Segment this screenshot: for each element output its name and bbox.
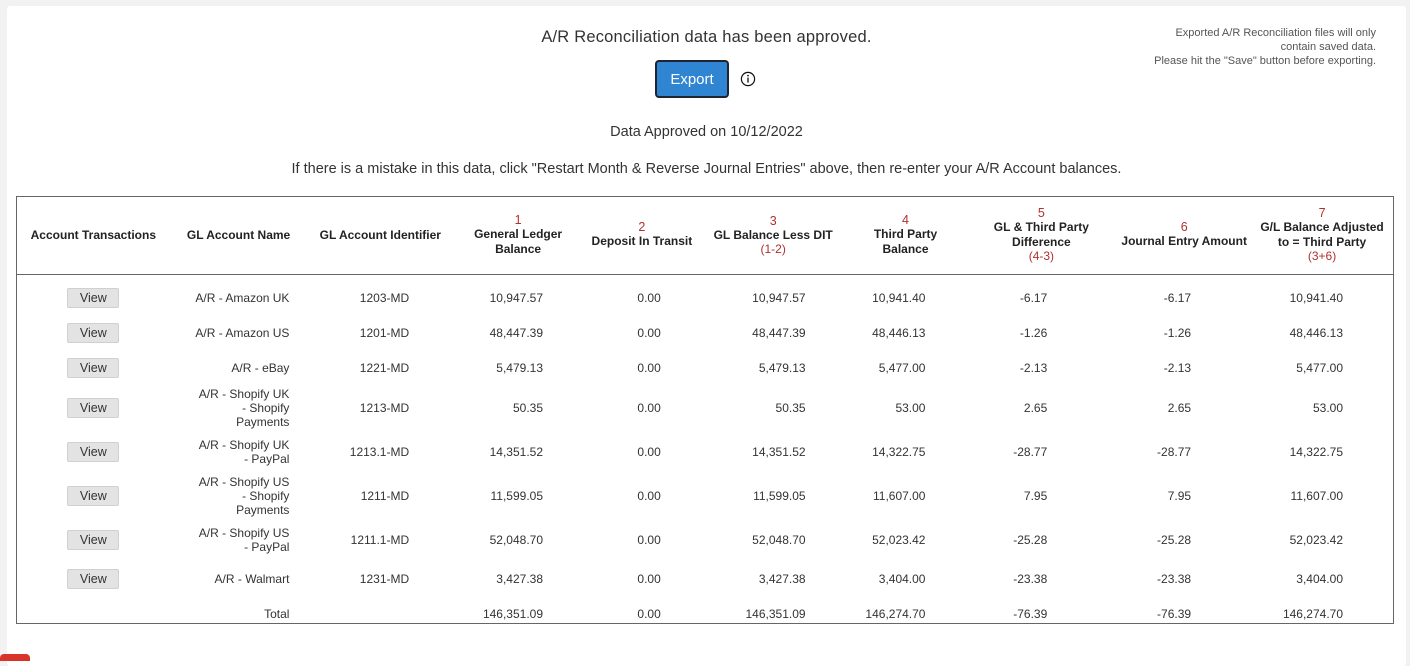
reconciliation-table [16, 196, 1394, 624]
column-header [846, 197, 966, 274]
account-transactions-cell [17, 351, 170, 386]
column-label: Deposit In Transit [591, 234, 693, 249]
total-dit: 0.00 [637, 607, 661, 621]
column-header [1251, 197, 1393, 274]
feedback-tab[interactable] [0, 654, 30, 661]
total-third: 146,274.70 [865, 607, 926, 621]
column-formula: (3+6) [1307, 249, 1337, 264]
deposit-in-transit: 0.00 [637, 532, 661, 547]
column-number: 1 [514, 212, 522, 227]
column-number: 7 [1318, 206, 1326, 221]
adjusted-balance: 5,477.00 [1296, 361, 1343, 375]
gl-account-name: A/R - Shopify UK - Shopify Payments [198, 386, 290, 429]
journal-entry-amount: -6.17 [1163, 291, 1192, 305]
journal-entry-amount: 7.95 [1167, 488, 1192, 503]
general-ledger-balance: 10,947.57 [489, 291, 544, 305]
gl-account-name: A/R - Walmart [214, 572, 290, 586]
difference: -1.26 [1019, 326, 1048, 340]
account-transactions-cell [17, 430, 170, 474]
column-formula: (1-2) [760, 241, 786, 256]
view-transactions-button[interactable]: View [67, 486, 119, 506]
account-transactions-cell [17, 274, 170, 316]
view-transactions-button[interactable]: View [67, 288, 119, 308]
third-party-balance: 10,941.40 [872, 291, 926, 305]
column-number: 4 [902, 212, 909, 227]
gl-account-name: A/R - Shopify UK - PayPal [198, 437, 290, 466]
table-row [17, 518, 1393, 562]
export-note-line-3: Please hit the "Save" button before exporting. [1154, 55, 1376, 67]
difference: -28.77 [1013, 444, 1048, 459]
table-body [17, 274, 1393, 632]
table-header [17, 197, 1393, 274]
journal-entry-amount: 2.65 [1167, 400, 1192, 415]
gl-account-name: A/R - Amazon US [195, 326, 290, 340]
gl-account-identifier: 1201-MD [359, 326, 410, 340]
total-gl-less-dit: 146,351.09 [745, 607, 806, 621]
table-row [17, 562, 1393, 597]
gl-balance-less-dit: 11,599.05 [753, 488, 806, 503]
approved-date: Data Approved on 10/12/2022 [610, 124, 803, 140]
gl-account-identifier: 1211.1-MD [350, 532, 410, 547]
adjusted-balance: 11,607.00 [1290, 488, 1343, 503]
column-header [307, 197, 453, 274]
gl-account-identifier: 1211-MD [360, 488, 410, 503]
column-label: GL Account Identifier [319, 227, 441, 242]
view-transactions-button[interactable]: View [67, 569, 119, 589]
table-row [17, 351, 1393, 386]
column-label: GL Balance Less DIT [713, 227, 833, 242]
adjusted-balance: 48,446.13 [1289, 326, 1343, 340]
general-ledger-balance: 3,427.38 [496, 572, 544, 586]
table-row [17, 430, 1393, 474]
deposit-in-transit: 0.00 [637, 444, 661, 459]
account-transactions-cell [17, 386, 170, 430]
total-empty-cell [17, 597, 170, 632]
column-header [17, 197, 170, 274]
approved-message: A/R Reconciliation data has been approved. [541, 28, 872, 46]
view-transactions-button[interactable]: View [67, 358, 119, 378]
column-number: 5 [1037, 206, 1045, 221]
journal-entry-amount: -2.13 [1163, 361, 1192, 375]
gl-account-name: A/R - Amazon UK [195, 291, 290, 305]
table-row [17, 316, 1393, 351]
gl-balance-less-dit: 14,351.52 [752, 444, 806, 459]
third-party-balance: 52,023.42 [872, 532, 926, 547]
account-transactions-cell [17, 518, 170, 562]
third-party-balance: 11,607.00 [872, 488, 926, 503]
general-ledger-balance: 52,048.70 [489, 532, 544, 547]
column-label: General Ledger Balance [474, 226, 563, 256]
column-label: GL & Third Party Difference [993, 220, 1089, 250]
total-identifier-cell [307, 597, 453, 632]
gl-account-name: A/R - Shopify US - Shopify Payments [198, 474, 290, 517]
adjusted-balance: 10,941.40 [1289, 291, 1343, 305]
column-label: G/L Balance Adjusted to = Third Party [1260, 220, 1384, 250]
column-header [701, 197, 846, 274]
info-circle-icon[interactable] [740, 71, 756, 87]
total-adj: 146,274.70 [1282, 607, 1343, 621]
deposit-in-transit: 0.00 [637, 400, 661, 415]
export-note-line-1: Exported A/R Reconciliation files will only [1175, 27, 1376, 39]
column-number: 6 [1180, 220, 1188, 235]
journal-entry-amount: -23.38 [1157, 572, 1192, 586]
journal-entry-amount: -1.26 [1163, 326, 1192, 340]
view-transactions-button[interactable]: View [67, 398, 119, 418]
deposit-in-transit: 0.00 [637, 488, 661, 503]
column-header [965, 197, 1117, 274]
journal-entry-amount: -25.28 [1157, 532, 1192, 547]
gl-balance-less-dit: 5,479.13 [758, 361, 806, 375]
total-label: Total [264, 607, 290, 621]
total-row [17, 597, 1393, 632]
gl-account-identifier: 1213.1-MD [349, 444, 410, 459]
third-party-balance: 3,404.00 [878, 572, 926, 586]
column-formula: (4-3) [1028, 249, 1055, 264]
table-row [17, 474, 1393, 518]
third-party-balance: 48,446.13 [872, 326, 926, 340]
table-row [17, 274, 1393, 316]
deposit-in-transit: 0.00 [637, 326, 661, 340]
gl-balance-less-dit: 10,947.57 [752, 291, 806, 305]
column-label: GL Account Name [186, 227, 291, 242]
difference: 7.95 [1023, 488, 1048, 503]
reconciliation-card [7, 6, 1406, 666]
deposit-in-transit: 0.00 [637, 361, 661, 375]
account-transactions-cell [17, 474, 170, 518]
difference: 2.65 [1023, 400, 1048, 415]
account-transactions-cell [17, 316, 170, 351]
adjusted-balance: 52,023.42 [1289, 532, 1343, 547]
mistake-message: If there is a mistake in this data, click "Restart Month & Reverse Journal Entries" above, then re-enter your A/R Account balances. [291, 161, 1122, 177]
general-ledger-balance: 48,447.39 [489, 326, 544, 340]
column-header [583, 197, 701, 274]
account-transactions-cell [17, 562, 170, 597]
adjusted-balance: 14,322.75 [1289, 444, 1343, 459]
total-je: -76.39 [1157, 607, 1192, 621]
column-label: Journal Entry Amount [1121, 234, 1247, 249]
total-diff: -76.39 [1013, 607, 1048, 621]
general-ledger-balance: 14,351.52 [489, 444, 544, 459]
third-party-balance: 5,477.00 [878, 361, 926, 375]
export-note-line-2: contain saved data. [1280, 41, 1376, 53]
gl-account-name: A/R - eBay [231, 361, 290, 375]
gl-account-identifier: 1231-MD [359, 572, 410, 586]
column-number: 2 [638, 220, 646, 235]
adjusted-balance: 53.00 [1312, 400, 1343, 415]
third-party-balance: 53.00 [895, 400, 926, 415]
export-note [1076, 26, 1376, 68]
gl-account-name: A/R - Shopify US - PayPal [198, 525, 290, 554]
view-transactions-button[interactable]: View [67, 530, 119, 550]
column-label: Account Transactions [30, 227, 157, 242]
column-label: Third Party Balance [873, 226, 938, 256]
gl-balance-less-dit: 3,427.38 [758, 572, 806, 586]
column-number: 3 [769, 213, 777, 228]
column-header [170, 197, 308, 274]
adjusted-balance: 3,404.00 [1296, 572, 1343, 586]
journal-entry-amount: -28.77 [1157, 444, 1192, 459]
gl-balance-less-dit: 48,447.39 [752, 326, 806, 340]
gl-account-identifier: 1221-MD [359, 361, 410, 375]
gl-balance-less-dit: 52,048.70 [752, 532, 806, 547]
column-header [453, 197, 583, 274]
gl-balance-less-dit: 50.35 [775, 400, 806, 415]
table-row [17, 386, 1393, 430]
deposit-in-transit: 0.00 [637, 572, 661, 586]
total-gl: 146,351.09 [482, 607, 544, 621]
general-ledger-balance: 11,599.05 [490, 488, 544, 503]
column-header [1117, 197, 1251, 274]
difference: -6.17 [1019, 291, 1048, 305]
export-button[interactable]: Export [655, 60, 729, 98]
general-ledger-balance: 50.35 [512, 400, 544, 415]
gl-account-identifier: 1213-MD [359, 400, 410, 415]
view-transactions-button[interactable]: View [67, 442, 119, 462]
difference: -2.13 [1019, 361, 1048, 375]
view-transactions-button[interactable]: View [67, 323, 119, 343]
deposit-in-transit: 0.00 [637, 291, 661, 305]
difference: -25.28 [1013, 532, 1048, 547]
gl-account-identifier: 1203-MD [359, 291, 410, 305]
difference: -23.38 [1013, 572, 1048, 586]
third-party-balance: 14,322.75 [872, 444, 926, 459]
general-ledger-balance: 5,479.13 [496, 361, 544, 375]
